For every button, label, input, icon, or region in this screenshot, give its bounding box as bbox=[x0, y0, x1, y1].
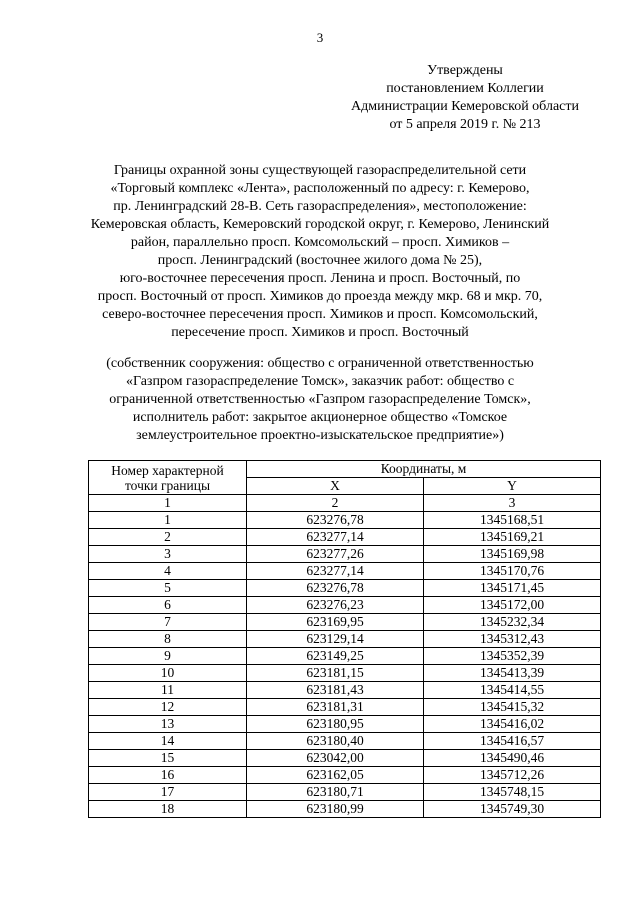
note-line: «Газпром газораспределение Томск», заказчик работ: общество с bbox=[125, 374, 515, 389]
y-coordinate-cell: 1345712,26 bbox=[424, 767, 601, 784]
header-x: X bbox=[247, 478, 424, 495]
table-row bbox=[89, 767, 601, 784]
column-number: 3 bbox=[424, 495, 601, 512]
table-row bbox=[89, 682, 601, 699]
x-coordinate-cell: 623149,25 bbox=[247, 648, 424, 665]
x-coordinate-cell: 623162,05 bbox=[247, 767, 424, 784]
point-number-cell: 5 bbox=[89, 580, 247, 597]
x-coordinate-cell: 623181,31 bbox=[247, 699, 424, 716]
x-coordinate-cell: 623276,23 bbox=[247, 597, 424, 614]
approval-line: Утверждены bbox=[427, 63, 503, 78]
x-coordinate-cell: 623180,99 bbox=[247, 801, 424, 818]
table-row bbox=[89, 546, 601, 563]
y-coordinate-cell: 1345416,02 bbox=[424, 716, 601, 733]
x-coordinate-cell: 623276,78 bbox=[247, 512, 424, 529]
y-coordinate-cell: 1345413,39 bbox=[424, 665, 601, 682]
y-coordinate-cell: 1345169,98 bbox=[424, 546, 601, 563]
header-coordinates: Координаты, м bbox=[247, 461, 601, 478]
point-number-cell: 17 bbox=[89, 784, 247, 801]
page-number: 3 bbox=[316, 30, 324, 45]
y-coordinate-cell: 1345169,21 bbox=[424, 529, 601, 546]
y-coordinate-cell: 1345232,34 bbox=[424, 614, 601, 631]
title-line: пр. Ленинградский 28-В. Сеть газораспределения», местоположение: bbox=[113, 199, 527, 214]
point-number-cell: 3 bbox=[89, 546, 247, 563]
x-coordinate-cell: 623277,14 bbox=[247, 529, 424, 546]
table-row bbox=[89, 580, 601, 597]
table-row bbox=[89, 563, 601, 580]
approval-block bbox=[330, 62, 600, 134]
approval-line: постановлением Коллегии bbox=[386, 81, 544, 96]
point-number-cell: 4 bbox=[89, 563, 247, 580]
column-number: 1 bbox=[89, 495, 247, 512]
x-coordinate-cell: 623181,15 bbox=[247, 665, 424, 682]
x-coordinate-cell: 623129,14 bbox=[247, 631, 424, 648]
y-coordinate-cell: 1345171,45 bbox=[424, 580, 601, 597]
x-coordinate-cell: 623277,14 bbox=[247, 563, 424, 580]
table-row bbox=[89, 784, 601, 801]
point-number-cell: 15 bbox=[89, 750, 247, 767]
title-line: Кемеровская область, Кемеровский городской округ, г. Кемерово, Ленинский bbox=[90, 217, 550, 232]
y-coordinate-cell: 1345490,46 bbox=[424, 750, 601, 767]
title-line: район, параллельно просп. Комсомольский – просп. Химиков – bbox=[130, 235, 510, 250]
table-row bbox=[89, 529, 601, 546]
table-row bbox=[89, 716, 601, 733]
y-coordinate-cell: 1345168,51 bbox=[424, 512, 601, 529]
title-line: пересечение просп. Химиков и просп. Восточный bbox=[171, 325, 469, 340]
table-row bbox=[89, 631, 601, 648]
note-line: (собственник сооружения: общество с ограниченной ответственностью bbox=[106, 356, 534, 371]
approval-line: от 5 апреля 2019 г. № 213 bbox=[389, 117, 541, 132]
table-row bbox=[89, 733, 601, 750]
y-coordinate-cell: 1345748,15 bbox=[424, 784, 601, 801]
note-line: исполнитель работ: закрытое акционерное общество «Томское bbox=[132, 410, 508, 425]
table-row bbox=[89, 750, 601, 767]
table-row bbox=[89, 648, 601, 665]
table-row bbox=[89, 665, 601, 682]
y-coordinate-cell: 1345172,00 bbox=[424, 597, 601, 614]
x-coordinate-cell: 623277,26 bbox=[247, 546, 424, 563]
point-number-cell: 10 bbox=[89, 665, 247, 682]
x-coordinate-cell: 623169,95 bbox=[247, 614, 424, 631]
y-coordinate-cell: 1345170,76 bbox=[424, 563, 601, 580]
y-coordinate-cell: 1345415,32 bbox=[424, 699, 601, 716]
point-number-cell: 14 bbox=[89, 733, 247, 750]
y-coordinate-cell: 1345414,55 bbox=[424, 682, 601, 699]
y-coordinate-cell: 1345352,39 bbox=[424, 648, 601, 665]
note-line: ограниченной ответственностью «Газпром газораспределение Томск», bbox=[109, 392, 531, 407]
point-number-cell: 9 bbox=[89, 648, 247, 665]
x-coordinate-cell: 623180,71 bbox=[247, 784, 424, 801]
approval-line: Администрации Кемеровской области bbox=[351, 99, 579, 114]
coordinates-table bbox=[88, 460, 601, 818]
x-coordinate-cell: 623276,78 bbox=[247, 580, 424, 597]
point-number-cell: 1 bbox=[89, 512, 247, 529]
title-line: просп. Ленинградский (восточнее жилого дома № 25), bbox=[157, 253, 483, 268]
point-number-cell: 7 bbox=[89, 614, 247, 631]
x-coordinate-cell: 623180,95 bbox=[247, 716, 424, 733]
y-coordinate-cell: 1345749,30 bbox=[424, 801, 601, 818]
x-coordinate-cell: 623181,43 bbox=[247, 682, 424, 699]
table-row bbox=[89, 699, 601, 716]
point-number-cell: 6 bbox=[89, 597, 247, 614]
table-row bbox=[89, 597, 601, 614]
point-number-cell: 2 bbox=[89, 529, 247, 546]
title-line: северо-восточнее пересечения просп. Химиков и просп. Комсомольский, bbox=[102, 307, 538, 322]
point-number-cell: 12 bbox=[89, 699, 247, 716]
point-number-cell: 8 bbox=[89, 631, 247, 648]
title-line: юго-восточнее пересечения просп. Ленина и просп. Восточный, по bbox=[119, 271, 521, 286]
title-line: «Торговый комплекс «Лента», расположенный по адресу: г. Кемерово, bbox=[110, 181, 530, 196]
header-point-number: Номер характерной точки границы bbox=[89, 461, 247, 495]
point-number-cell: 18 bbox=[89, 801, 247, 818]
x-coordinate-cell: 623180,40 bbox=[247, 733, 424, 750]
title-line: Границы охранной зоны существующей газораспределительной сети bbox=[113, 163, 527, 178]
x-coordinate-cell: 623042,00 bbox=[247, 750, 424, 767]
ownership-note bbox=[0, 355, 640, 445]
point-number-cell: 13 bbox=[89, 716, 247, 733]
note-line: землеустроительное проектно-изыскательское предприятие») bbox=[136, 428, 504, 443]
point-number-cell: 16 bbox=[89, 767, 247, 784]
title-line: просп. Восточный от просп. Химиков до проезда между мкр. 68 и мкр. 70, bbox=[97, 289, 543, 304]
header-y: Y bbox=[424, 478, 601, 495]
document-title bbox=[0, 162, 640, 342]
table-row bbox=[89, 801, 601, 818]
y-coordinate-cell: 1345416,57 bbox=[424, 733, 601, 750]
table-row bbox=[89, 614, 601, 631]
y-coordinate-cell: 1345312,43 bbox=[424, 631, 601, 648]
column-number: 2 bbox=[247, 495, 424, 512]
table-row bbox=[89, 512, 601, 529]
point-number-cell: 11 bbox=[89, 682, 247, 699]
